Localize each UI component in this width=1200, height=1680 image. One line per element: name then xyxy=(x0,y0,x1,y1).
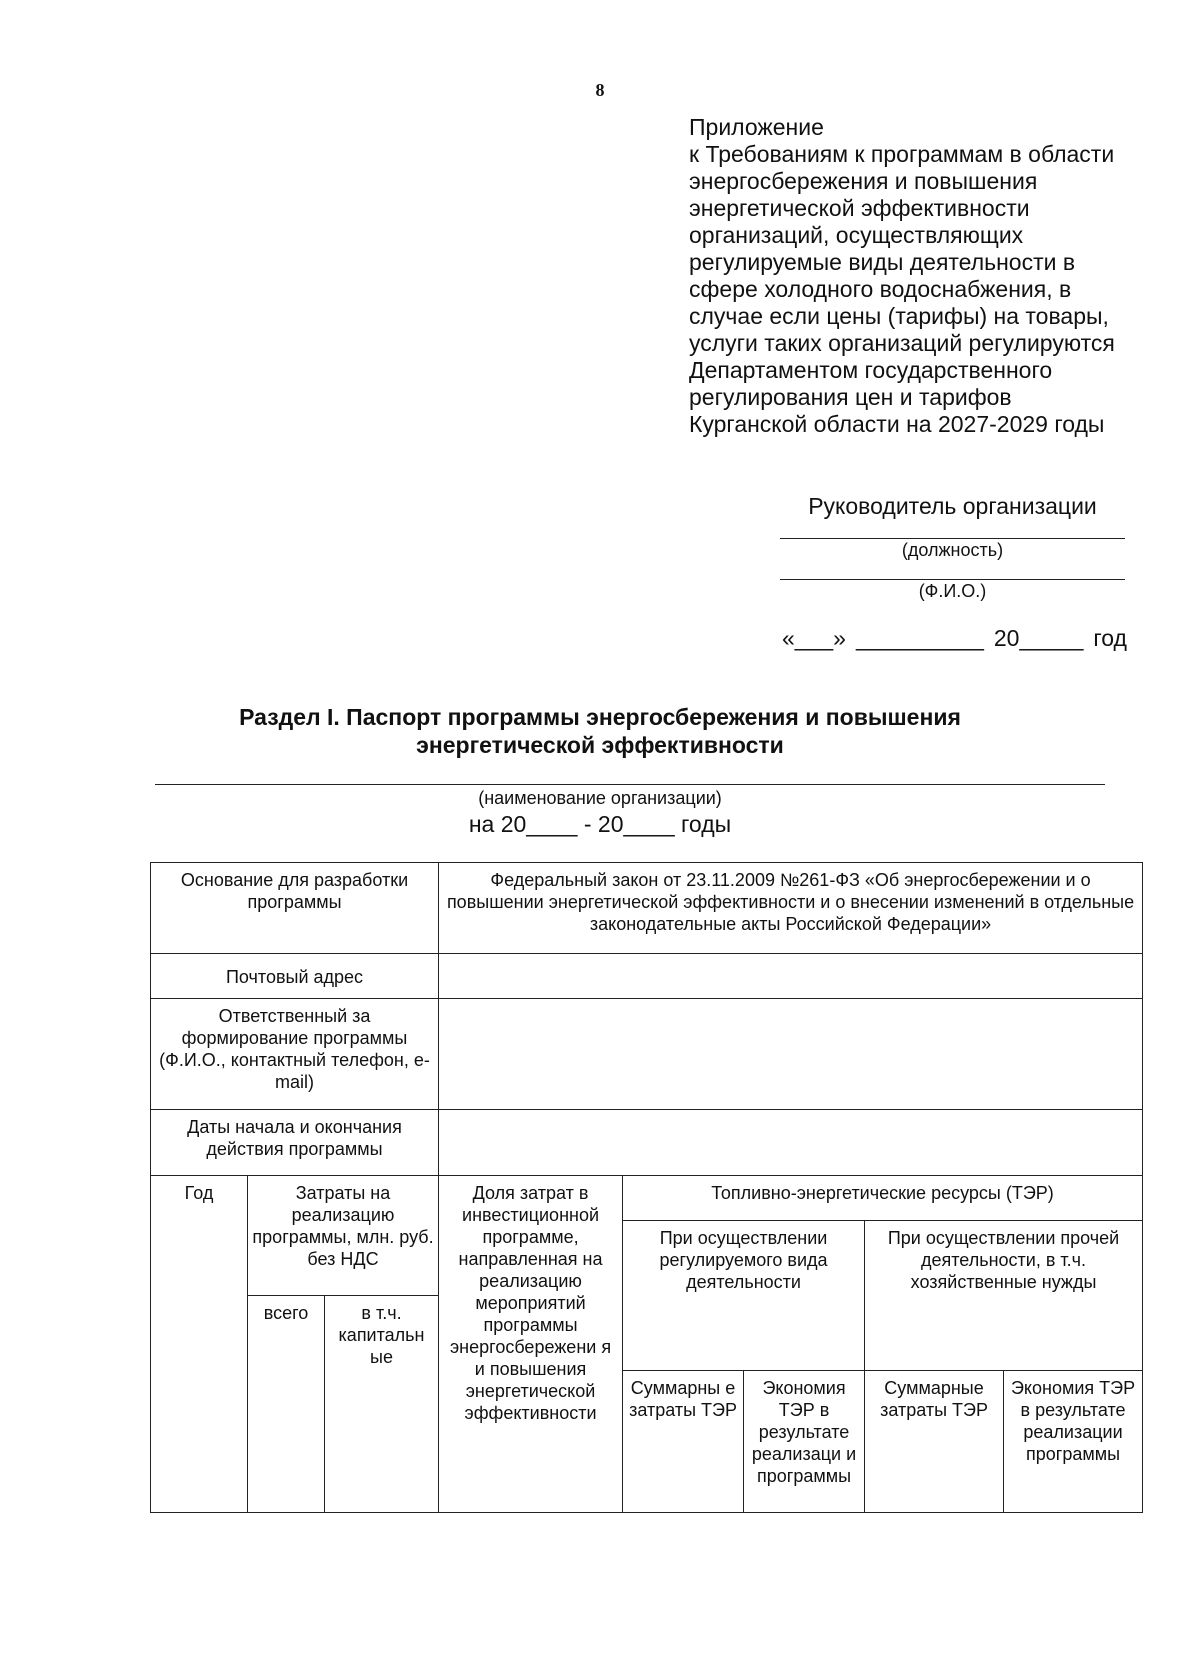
appendix-line: энергосбережения и повышения xyxy=(689,168,1038,194)
date-year-suffix: год xyxy=(1093,625,1127,651)
col-ter-other: При осуществлении прочей деятельности, в т.ч. хозяйственные нужды xyxy=(865,1221,1143,1371)
table-header-row xyxy=(151,1176,1143,1221)
section-title-line: Раздел I. Паспорт программы энергосбережения и повышения xyxy=(239,704,961,730)
basis-label: Основание для разработки программы xyxy=(151,863,439,954)
col-year: Год xyxy=(151,1176,248,1513)
col-share: Доля затрат в инвестиционной программе, направленная на реализацию мероприятий программы энергосбережени я и повышения энергетической эффективности xyxy=(439,1176,623,1513)
appendix-line: энергетической эффективности xyxy=(689,195,1030,221)
passport-table xyxy=(150,862,1143,1513)
name-caption: (Ф.И.О.) xyxy=(918,581,987,601)
date-month: __________ xyxy=(855,625,984,651)
col-costs-capital: в т.ч. капитальн ые xyxy=(325,1296,439,1513)
section-title-line: энергетической эффективности xyxy=(416,732,784,758)
section-title xyxy=(0,703,1200,759)
col-ter: Топливно-энергетические ресурсы (ТЭР) xyxy=(623,1176,1143,1221)
postal-label: Почтовый адрес xyxy=(151,954,439,999)
appendix-line: организаций, осуществляющих xyxy=(689,222,1024,248)
organization-caption: (наименование организации) xyxy=(478,788,722,808)
date-day: «___» xyxy=(782,625,846,651)
dates-value xyxy=(439,1110,1143,1176)
appendix-line: регулирования цен и тарифов xyxy=(689,384,1012,410)
approval-date xyxy=(782,625,1127,652)
col-saving-other: Экономия ТЭР в результате реализации программы xyxy=(1004,1371,1143,1513)
responsible-value xyxy=(439,999,1143,1110)
table-row xyxy=(151,1110,1143,1176)
appendix-line: к Требованиям к программам в области xyxy=(689,141,1115,167)
postal-value xyxy=(439,954,1143,999)
col-costs: Затраты на реализацию программы, млн. руб. без НДС xyxy=(248,1176,439,1296)
dates-label: Даты начала и окончания действия программы xyxy=(151,1110,439,1176)
name-line xyxy=(780,579,1125,580)
col-total-ter-regulated: Суммарны е затраты ТЭР xyxy=(623,1371,744,1513)
program-years: на 20____ - 20____ годы xyxy=(468,811,732,837)
appendix-line: услуги таких организаций регулируются xyxy=(689,330,1115,356)
col-ter-regulated: При осуществлении регулируемого вида деятельности xyxy=(623,1221,865,1371)
col-saving-regulated: Экономия ТЭР в результате реализаци и программы xyxy=(744,1371,865,1513)
table-row xyxy=(151,863,1143,954)
appendix-line: Приложение xyxy=(689,114,824,140)
appendix-line: случае если цены (тарифы) на товары, xyxy=(689,303,1109,329)
date-year: 20_____ xyxy=(993,625,1084,651)
position-caption: (должность) xyxy=(901,540,1004,560)
col-costs-total: всего xyxy=(248,1296,325,1513)
table-row xyxy=(151,954,1143,999)
appendix-header xyxy=(689,114,1159,438)
head-label: Руководитель организации xyxy=(808,493,1097,519)
col-total-ter-other: Суммарные затраты ТЭР xyxy=(865,1371,1004,1513)
approval-block xyxy=(780,493,1125,602)
appendix-line: регулируемые виды деятельности в xyxy=(689,249,1076,275)
table-row xyxy=(151,999,1143,1110)
organization-line xyxy=(155,784,1105,785)
position-line xyxy=(780,538,1125,539)
appendix-line: Департаментом государственного xyxy=(689,357,1053,383)
page-number: 8 xyxy=(595,80,605,100)
responsible-label: Ответственный за формирование программы (Ф.И.О., контактный телефон, e-mail) xyxy=(151,999,439,1110)
appendix-line: Курганской области на 2027-2029 годы xyxy=(689,411,1105,437)
appendix-line: сфере холодного водоснабжения, в xyxy=(689,276,1072,302)
basis-value: Федеральный закон от 23.11.2009 №261-ФЗ «Об энергосбережении и о повышении энергетической эффективности и о внесении изменений в отдельные законодательные акты Российской Федерации» xyxy=(439,863,1143,954)
